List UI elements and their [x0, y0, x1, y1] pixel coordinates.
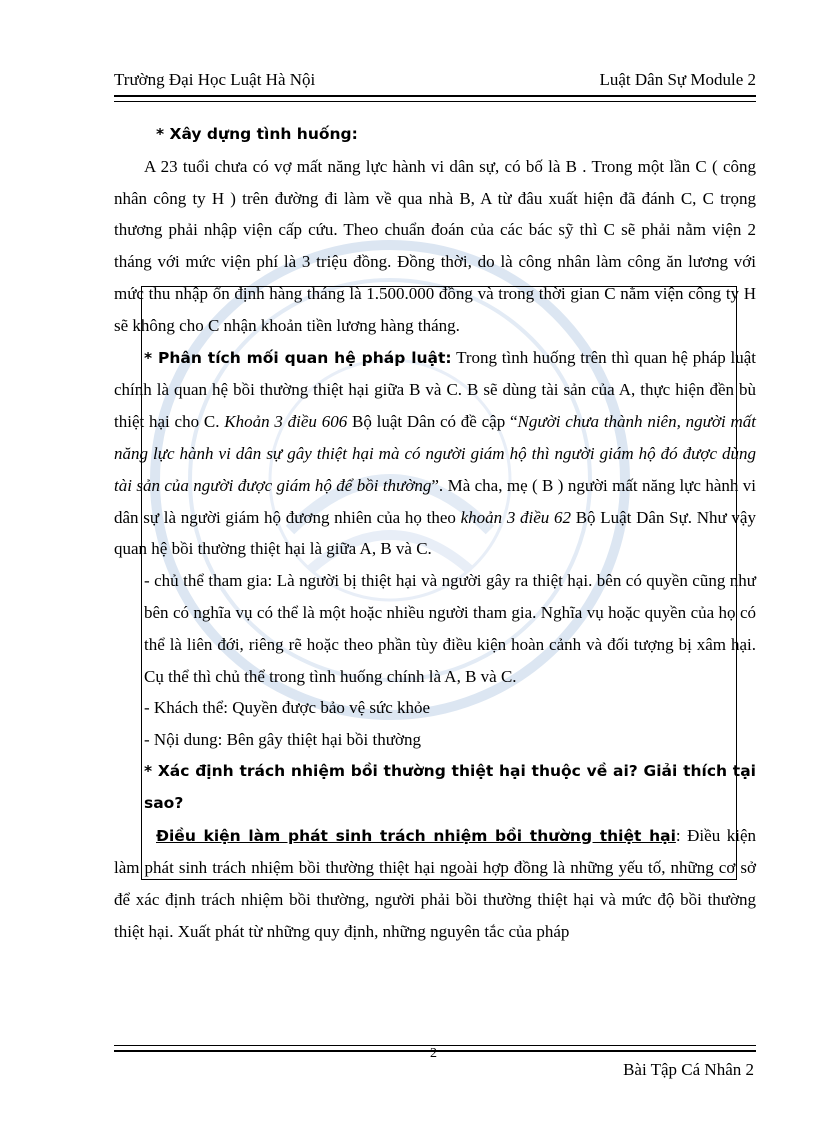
section-title-situation: * Xây dựng tình huống:	[156, 125, 358, 143]
header-course: Luật Dân Sự Module 2	[599, 70, 756, 89]
header-rule-thin	[114, 101, 756, 102]
paragraph-content: - Nội dung: Bên gây thiệt hại bồi thường	[144, 730, 421, 750]
paragraph-subjects: - chủ thể tham gia: Là người bị thiệt hại và người gây ra thiệt hại. bên có quyền cũng như bên có nghĩa vụ có thể là một hoặc nhiều người tham gia. Nghĩa vụ hoặc quyền của họ có thể là liên đới, riêng rẽ hoặc theo phần tùy điều kiện hoàn cảnh và đối tượng bị xâm hại. Cụ thể thì chủ thể trong tình huống chính là A, B và C.	[144, 571, 756, 686]
legal-quote: Người chưa thành niên, người mất năng lực hành vi dân sự gây thiệt hại mà có người giám hộ thì người giám hộ đó được dùng tài sản của người được giám hộ để bồi thường	[114, 412, 756, 495]
page-number: 2	[430, 1046, 437, 1061]
paragraph-conditions: Điều kiện làm phát sinh trách nhiệm bồi thường thiệt hại: Điều kiện làm phát sinh trách nhiệm bồi thường thiệt hại ngoài hợp đồng là những yếu tố, những cơ sở để xác định trách nhiệm bồi thường, người phải bồi thường thiệt hại và mức độ bồi thường thiệt hại. Xuất phát từ những quy định, những nguyên tắc của pháp	[114, 825, 756, 941]
paragraph-analysis: * Phân tích mối quan hệ pháp luật: Trong tình huống trên thì quan hệ pháp luật chính là quan hệ bồi thường thiệt hại giữa B và C. B sẽ dùng tài sản của A, thực hiện đền bù thiệt hại cho C. Khoản 3 điều 606 Bộ luật Dân có đề cập “Người chưa thành niên, người mất năng lực hành vi dân sự gây thiệt hại mà có người giám hộ thì người giám hộ đó được dùng tài sản của người được giám hộ để bồi thường”. Mà cha, mẹ ( B ) người mất năng lực hành vi dân sự là người giám hộ đương nhiên của họ theo khoản 3 điều 62 Bộ Luật Dân Sự. Như vậy quan hệ bồi thường thiệt hại là giữa A, B và C.	[114, 347, 756, 559]
header-rule-thick	[114, 95, 756, 97]
legal-reference: Khoản 3 điều 606	[224, 412, 348, 432]
section-title-responsibility: * Xác định trách nhiệm bồi thường thiệt hại thuộc về ai? Giải thích tại sao?	[144, 761, 756, 812]
legal-reference: khoản 3 điều 62	[460, 507, 572, 527]
paragraph-object: - Khách thể: Quyền được bảo vệ sức khỏe	[144, 698, 431, 718]
page-header	[114, 70, 756, 90]
analysis-heading: * Phân tích mối quan hệ pháp luật:	[144, 348, 452, 367]
header-school: Trường Đại Học Luật Hà Nội	[114, 70, 316, 89]
conditions-heading: Điều kiện làm phát sinh trách nhiệm bồi thường thiệt hại	[156, 826, 676, 845]
document-body	[114, 119, 756, 948]
footer-title: Bài Tập Cá Nhân 2	[623, 1060, 754, 1079]
paragraph-situation: A 23 tuổi chưa có vợ mất năng lực hành vi dân sự, có bố là B . Trong một lần C ( công nhân công ty H ) trên đường đi làm về qua nhà B, A từ đâu xuất hiện đã đánh C, C trọng thương phải nhập viện cấp cứu. Theo chuẩn đoán của các bác sỹ thì C sẽ phải nằm viện 2 tháng với mức viện phí là 3 triệu đồng. Đồng thời, do là công nhân làm công ăn lương với mức thu nhập ổn định hàng tháng là 1.500.000 đồng và trong thời gian C nằm viện công ty H sẽ không cho C nhận khoản tiền lương hàng tháng.	[114, 156, 756, 335]
